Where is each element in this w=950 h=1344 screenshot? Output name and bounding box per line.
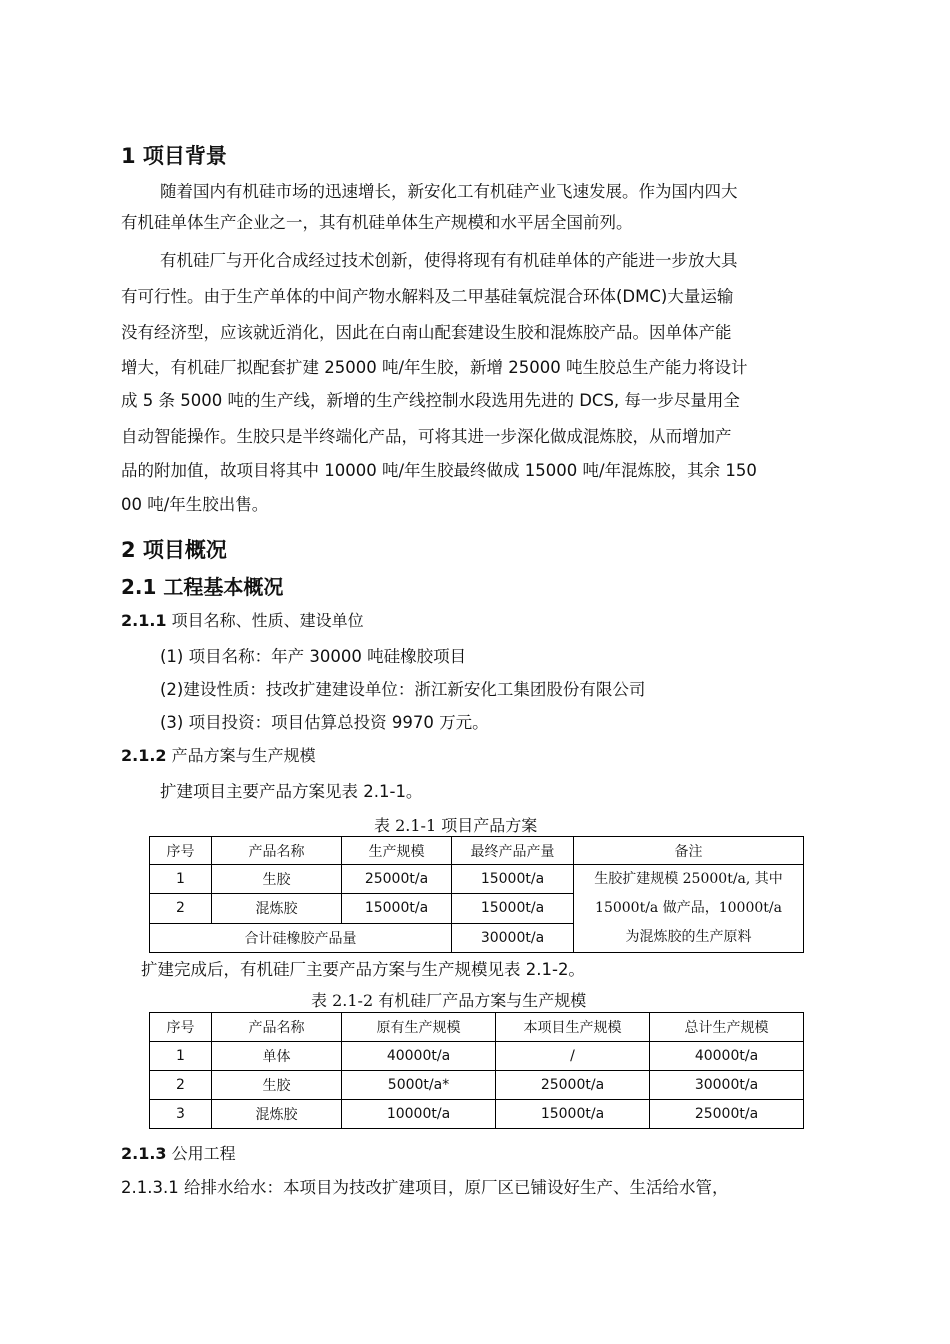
total-label-cell: 合计硅橡胶产品量 bbox=[150, 923, 452, 952]
table-row bbox=[150, 1071, 804, 1100]
table-cell: 40000t/a bbox=[342, 1042, 496, 1071]
total-value-cell: 30000t/a bbox=[452, 923, 574, 952]
paragraph-line: 增大，有机硅厂拟配套扩建 25000 吨/年生胶，新增 25000 吨生胶总生产能力将设计 bbox=[121, 358, 748, 377]
subsection-title: 公用工程 bbox=[166, 1144, 236, 1163]
list-item: (1) 项目名称：年产 30000 吨硅橡胶项目 bbox=[160, 647, 467, 666]
table-cell: 15000t/a bbox=[452, 865, 574, 894]
plant-production-table bbox=[149, 1012, 804, 1129]
paragraph-text: 给排水给水：本项目为技改扩建项目，原厂区已铺设好生产、生活给水管， bbox=[178, 1178, 729, 1197]
table-cell: 25000t/a bbox=[342, 865, 452, 894]
paragraph-line: 没有经济型，应该就近消化，因此在白南山配套建设生胶和混炼胶产品。因单体产能 bbox=[121, 323, 732, 342]
header-cell: 产品名称 bbox=[212, 837, 342, 865]
header-cell: 总计生产规模 bbox=[650, 1013, 804, 1042]
header-cell: 产品名称 bbox=[212, 1013, 342, 1042]
section-1-heading: 1 项目背景 bbox=[121, 144, 227, 168]
table-cell: 混炼胶 bbox=[212, 1100, 342, 1129]
subsection-number: 2.1.2 bbox=[121, 746, 167, 765]
table-row bbox=[150, 1100, 804, 1129]
table-cell: 40000t/a bbox=[650, 1042, 804, 1071]
subsection-title: 项目名称、性质、建设单位 bbox=[166, 611, 364, 630]
table-cell: / bbox=[496, 1042, 650, 1071]
paragraph-line: 随着国内有机硅市场的迅速增长，新安化工有机硅产业飞速发展。作为国内四大 bbox=[160, 182, 738, 201]
header-cell: 备注 bbox=[574, 837, 804, 865]
paragraph-line: 成 5 条 5000 吨的生产线，新增的生产线控制水段选用先进的 DCS, 每一步尽量用全 bbox=[121, 391, 740, 410]
subsection-number: 2.1.3.1 bbox=[121, 1178, 179, 1197]
table-cell: 25000t/a bbox=[650, 1100, 804, 1129]
header-cell: 序号 bbox=[150, 1013, 212, 1042]
header-cell: 最终产品产量 bbox=[452, 837, 574, 865]
subsection-title: 产品方案与生产规模 bbox=[166, 746, 316, 765]
paragraph-line: 自动智能操作。生胶只是半终端化产品，可将其进一步深化做成混炼胶，从而增加产 bbox=[121, 427, 732, 446]
table-cell: 2 bbox=[150, 1071, 212, 1100]
paragraph-line: 有机硅单体生产企业之一，其有机硅单体生产规模和水平居全国前列。 bbox=[121, 213, 633, 232]
product-plan-table bbox=[149, 836, 804, 953]
table-1-caption: 表 2.1-1 项目产品方案 bbox=[374, 816, 538, 835]
table-cell: 单体 bbox=[212, 1042, 342, 1071]
paragraph-line: 品的附加值，故项目将其中 10000 吨/年生胶最终做成 15000 吨/年混炼胶，其余 150 bbox=[121, 461, 757, 480]
table-cell: 15000t/a bbox=[496, 1100, 650, 1129]
table-cell: 混炼胶 bbox=[212, 894, 342, 923]
table-cell: 2 bbox=[150, 894, 212, 923]
subsection-2-1-3-heading bbox=[121, 1141, 236, 1164]
table-cell: 30000t/a bbox=[650, 1071, 804, 1100]
table-cell: 1 bbox=[150, 1042, 212, 1071]
list-item: (2)建设性质：技改扩建建设单位：浙江新安化工集团股份有限公司 bbox=[160, 680, 646, 699]
subsection-number: 2.1.3 bbox=[121, 1144, 167, 1163]
table-cell: 生胶 bbox=[212, 865, 342, 894]
table-cell: 5000t/a* bbox=[342, 1071, 496, 1100]
table-2-caption: 表 2.1-2 有机硅厂产品方案与生产规模 bbox=[311, 991, 587, 1010]
table-cell: 3 bbox=[150, 1100, 212, 1129]
table-cell: 15000t/a bbox=[342, 894, 452, 923]
remarks-cell bbox=[574, 865, 804, 953]
list-item: (3) 项目投资：项目估算总投资 9970 万元。 bbox=[160, 713, 489, 732]
header-cell: 序号 bbox=[150, 837, 212, 865]
water-supply-paragraph bbox=[121, 1174, 728, 1198]
subsection-2-1-heading: 2.1 工程基本概况 bbox=[121, 575, 284, 599]
table-cell: 15000t/a bbox=[452, 894, 574, 923]
header-cell: 生产规模 bbox=[342, 837, 452, 865]
subsection-number: 2.1.1 bbox=[121, 611, 167, 630]
table-row bbox=[150, 1042, 804, 1071]
subsection-2-1-2-heading bbox=[121, 743, 316, 766]
remarks-line: 为混炼胶的生产原料 bbox=[625, 929, 752, 945]
header-cell: 原有生产规模 bbox=[342, 1013, 496, 1042]
remarks-line: 生胶扩建规模 25000t/a, 其中 bbox=[594, 871, 783, 887]
table-cell: 10000t/a bbox=[342, 1100, 496, 1129]
table-intro: 扩建项目主要产品方案见表 2.1-1。 bbox=[160, 782, 423, 801]
section-2-heading: 2 项目概况 bbox=[121, 538, 227, 562]
paragraph-line: 有可行性。由于生产单体的中间产物水解料及二甲基硅氧烷混合环体(DMC)大量运输 bbox=[121, 287, 734, 306]
table-cell: 生胶 bbox=[212, 1071, 342, 1100]
remarks-line: 15000t/a 做产品，10000t/a bbox=[595, 900, 782, 916]
table-cell: 1 bbox=[150, 865, 212, 894]
paragraph-line: 00 吨/年生胶出售。 bbox=[121, 495, 269, 514]
paragraph-line: 有机硅厂与开化合成经过技术创新，使得将现有有机硅单体的产能进一步放大具 bbox=[160, 251, 738, 270]
header-cell: 本项目生产规模 bbox=[496, 1013, 650, 1042]
table-row bbox=[150, 865, 804, 894]
table-intro: 扩建完成后，有机硅厂主要产品方案与生产规模见表 2.1-2。 bbox=[141, 960, 585, 979]
table-cell: 25000t/a bbox=[496, 1071, 650, 1100]
subsection-2-1-1-heading bbox=[121, 608, 364, 631]
